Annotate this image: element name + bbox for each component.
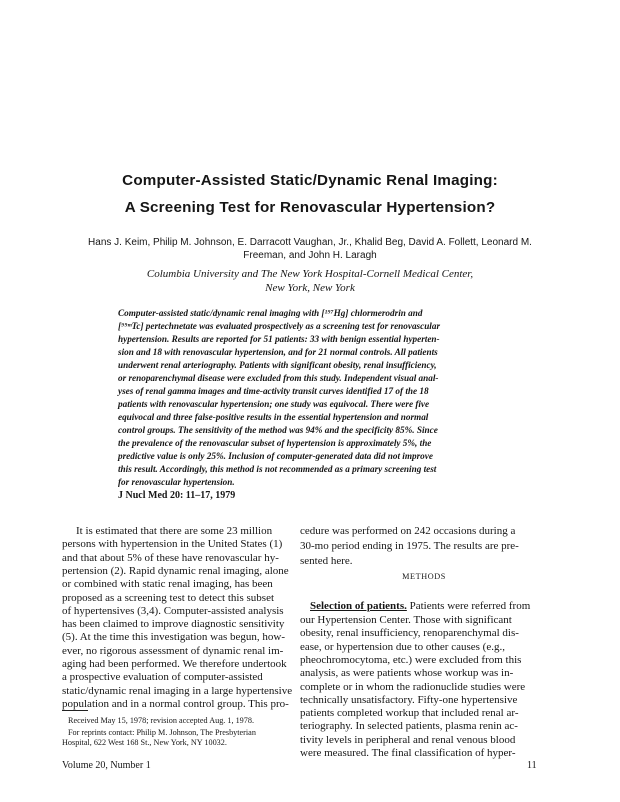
body-text-line: sented here. <box>300 555 353 567</box>
journal-citation: J Nucl Med 20: 11–17, 1979 <box>118 490 236 501</box>
body-text-line: obesity, renal insufficiency, renoparenchymal dis- <box>300 627 519 640</box>
body-text-line: a prospective evaluation of computer-assisted <box>62 671 263 684</box>
abstract-line: [⁹⁹ᵐTc] pertechnetate was evaluated prospectively as a screening test for renovascular <box>118 321 441 331</box>
abstract-line: yses of renal gamma images and time-activity transit curves identified 17 of the 18 <box>118 386 429 396</box>
body-text-line: persons with hypertension in the United States (1) <box>62 538 283 551</box>
body-text-line: and that about 5% of these have renovascular hy- <box>62 551 279 564</box>
body-text-line: (5). At the time this investigation was begun, how- <box>62 631 286 644</box>
subhead-rest: Patients were referred from <box>406 600 531 612</box>
article-title-line-1: Computer-Assisted Static/Dynamic Renal Imaging: <box>122 172 498 189</box>
abstract-line: sion and 18 with renovascular hypertension, and for 21 normal controls. All patients <box>118 347 438 357</box>
body-text-line: tivity levels in peripheral and renal venous blood <box>300 733 516 746</box>
subhead-selection-of-patients: Selection of patients. <box>310 600 407 612</box>
abstract-line: patients with renovascular hypertension; one study was equivocal. There were five <box>118 399 430 409</box>
footnote-received: Received May 15, 1978; revision accepted Aug. 1, 1978. <box>68 716 254 725</box>
body-text-line: technically unsatisfactory. Fifty-one hypertensive <box>300 693 518 706</box>
body-text-line: were measured. The final classification of hyper- <box>300 747 516 759</box>
abstract-line: Computer-assisted static/dynamic renal imaging with [¹⁹⁷Hg] chlormerodrin and <box>118 308 423 318</box>
body-text-line: 30-mo period ending in 1975. The results are pre- <box>300 540 519 552</box>
body-text-line: ease, or hypertension due to other causes (e.g., <box>300 640 505 653</box>
footnote-reprints-1: For reprints contact: Philip M. Johnson, The Presbyterian <box>68 728 256 737</box>
body-text-line: complete or in whom the radionuclide studies were <box>300 680 526 693</box>
body-text-line: or combined with static renal imaging, has been <box>62 578 273 591</box>
body-text-line: population and in a normal control group. This pro- <box>62 697 289 710</box>
affiliation-line-2: New York, New York <box>265 282 355 294</box>
abstract-line: or renoparenchymal disease were excluded from this study. Independent visual anal- <box>118 373 439 383</box>
footnote-reprints-2: Hospital, 622 West 168 St., New York, NY 10032. <box>62 738 227 747</box>
abstract-line: equivocal and three false-positive results in the essential hypertension and normal <box>118 412 429 422</box>
journal-issue: Volume 20, Number 1 <box>62 760 151 771</box>
body-text-line: our Hypertension Center. Those with significant <box>300 614 512 626</box>
body-text-line: has been claimed to improve diagnostic sensitivity <box>62 618 285 631</box>
body-text-line: pheochromocytoma, etc.) were excluded from this <box>300 653 522 666</box>
body-text-line: proposed as a screening test to detect this subset <box>62 591 275 604</box>
authors-line-2: Freeman, and John H. Laragh <box>243 250 377 261</box>
body-text-line: ever, no rigorous assessment of dynamic renal im- <box>62 644 284 657</box>
affiliation-line-1: Columbia University and The New York Hospital-Cornell Medical Center, <box>146 268 474 280</box>
abstract-line: underwent renal arteriography. Patients with significant obesity, renal insufficiency, <box>118 360 437 370</box>
abstract-line: this result. Accordingly, this method is not recommended as a primary screening test <box>118 464 437 474</box>
subhead-line <box>310 600 530 613</box>
body-text-line: It is estimated that there are some 23 million <box>76 525 273 537</box>
body-text-line: teriography. In selected patients, plasma renin ac- <box>300 720 518 733</box>
abstract-line: control groups. The sensitivity of the method was 94% and the specificity 85%. Since <box>118 425 438 435</box>
body-text-line: pertension (2). Rapid dynamic renal imaging, alone <box>62 564 289 577</box>
abstract-line: predictive value is only 25%. Inclusion of computer-generated data did not improve <box>118 451 433 461</box>
body-text-line: static/dynamic renal imaging in a large hypertensive <box>62 684 293 697</box>
page-number: 11 <box>527 760 537 771</box>
abstract-line: the prevalence of the renovascular subset of hypertension is approximately 5%, the <box>118 438 432 448</box>
section-heading-methods: METHODS <box>402 572 446 581</box>
abstract-line: hypertension. Results are reported for 51 patients: 33 with benign essential hyperten- <box>118 334 440 344</box>
body-text-line: of hypertensives (3,4). Computer-assisted analysis <box>62 604 284 617</box>
body-text-line: analysis, as were patients whose workup was in- <box>300 667 514 680</box>
abstract-line: for renovascular hypertension. <box>118 477 235 487</box>
body-text-line: cedure was performed on 242 occasions during a <box>300 525 516 537</box>
authors-line-1: Hans J. Keim, Philip M. Johnson, E. Darracott Vaughan, Jr., Khalid Beg, David A. Follett, Leonard M. <box>88 237 532 248</box>
article-title-line-2: A Screening Test for Renovascular Hypertension? <box>124 199 496 216</box>
body-text-line: patients completed workup that included renal ar- <box>300 707 519 720</box>
body-text-line: aging had been performed. We therefore undertook <box>62 658 287 670</box>
